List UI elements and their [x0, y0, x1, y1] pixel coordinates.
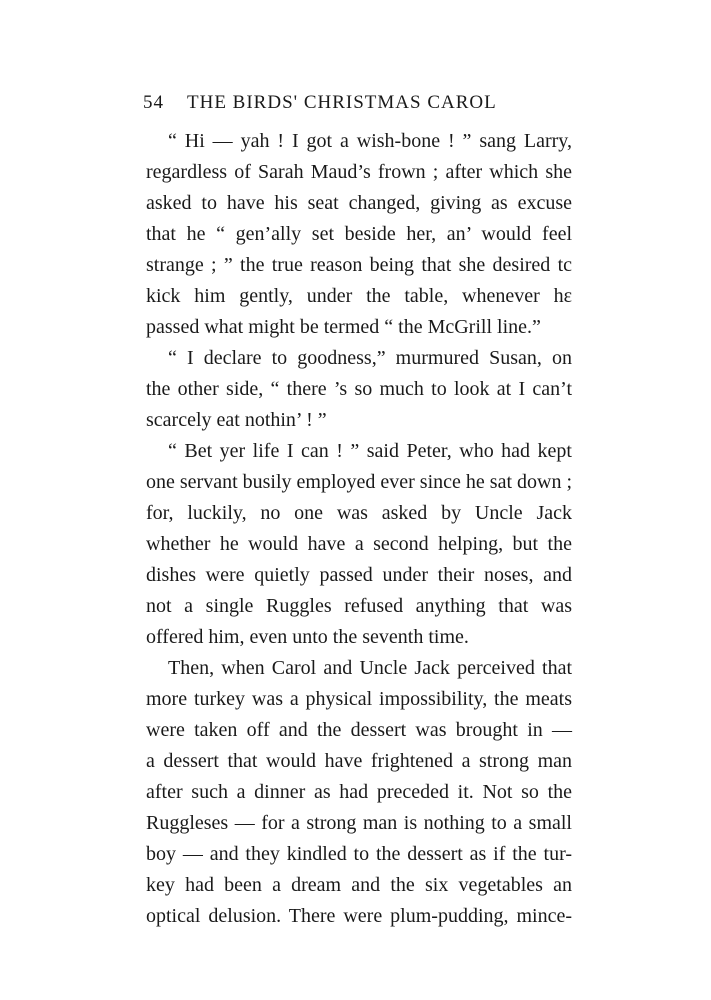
text-line: scarcely eat nothin’ ! ” [146, 409, 327, 431]
text-line: optical delusion. There were plum-pudding, mince- [146, 905, 572, 927]
text-line: boy — and they kindled to the dessert as if the tur- [146, 843, 572, 865]
text-line: “ Hi — yah ! I got a wish-bone ! ” sang Larry, [168, 130, 572, 152]
text-line: more turkey was a physical impossibility, the meats [146, 688, 572, 710]
text-line: whether he would have a second helping, but the [146, 533, 572, 555]
text-line: “ I declare to goodness,” murmured Susan, on [168, 347, 572, 369]
text-line: not a single Ruggles refused anything that was [146, 595, 572, 617]
text-line: key had been a dream and the six vegetables an [146, 874, 572, 896]
text-line: the other side, “ there ’s so much to look at I can’t [146, 378, 572, 400]
text-line: were taken off and the dessert was brought in — [146, 719, 572, 741]
text-line: after such a dinner as had preceded it. Not so the [146, 781, 572, 803]
text-line: asked to have his seat changed, giving as excuse [146, 192, 572, 214]
text-line: strange ; ” the true reason being that she desired tc [146, 254, 572, 276]
text-line: that he “ gen’ally set beside her, an’ would feel [146, 223, 572, 245]
text-line: regardless of Sarah Maud’s frown ; after which she [146, 161, 572, 183]
running-head [143, 92, 563, 120]
text-line: offered him, even unto the seventh time. [146, 626, 469, 648]
text-line: Then, when Carol and Uncle Jack perceived that [168, 657, 572, 679]
text-line: Ruggleses — for a strong man is nothing to a small [146, 812, 572, 834]
text-line: one servant busily employed ever since he sat down ; [146, 471, 572, 493]
text-line: dishes were quietly passed under their noses, and [146, 564, 572, 586]
text-line: for, luckily, no one was asked by Uncle Jack [146, 502, 572, 524]
text-line: kick him gently, under the table, whenever hε [146, 285, 572, 307]
text-line: a dessert that would have frightened a strong man [146, 750, 572, 772]
text-line: “ Bet yer life I can ! ” said Peter, who had kept [168, 440, 572, 462]
page-number: 54 [143, 92, 164, 113]
running-title: THE BIRDS' CHRISTMAS CAROL [187, 92, 497, 113]
text-line: passed what might be termed “ the McGrill line.” [146, 316, 541, 338]
body-text [146, 126, 572, 932]
